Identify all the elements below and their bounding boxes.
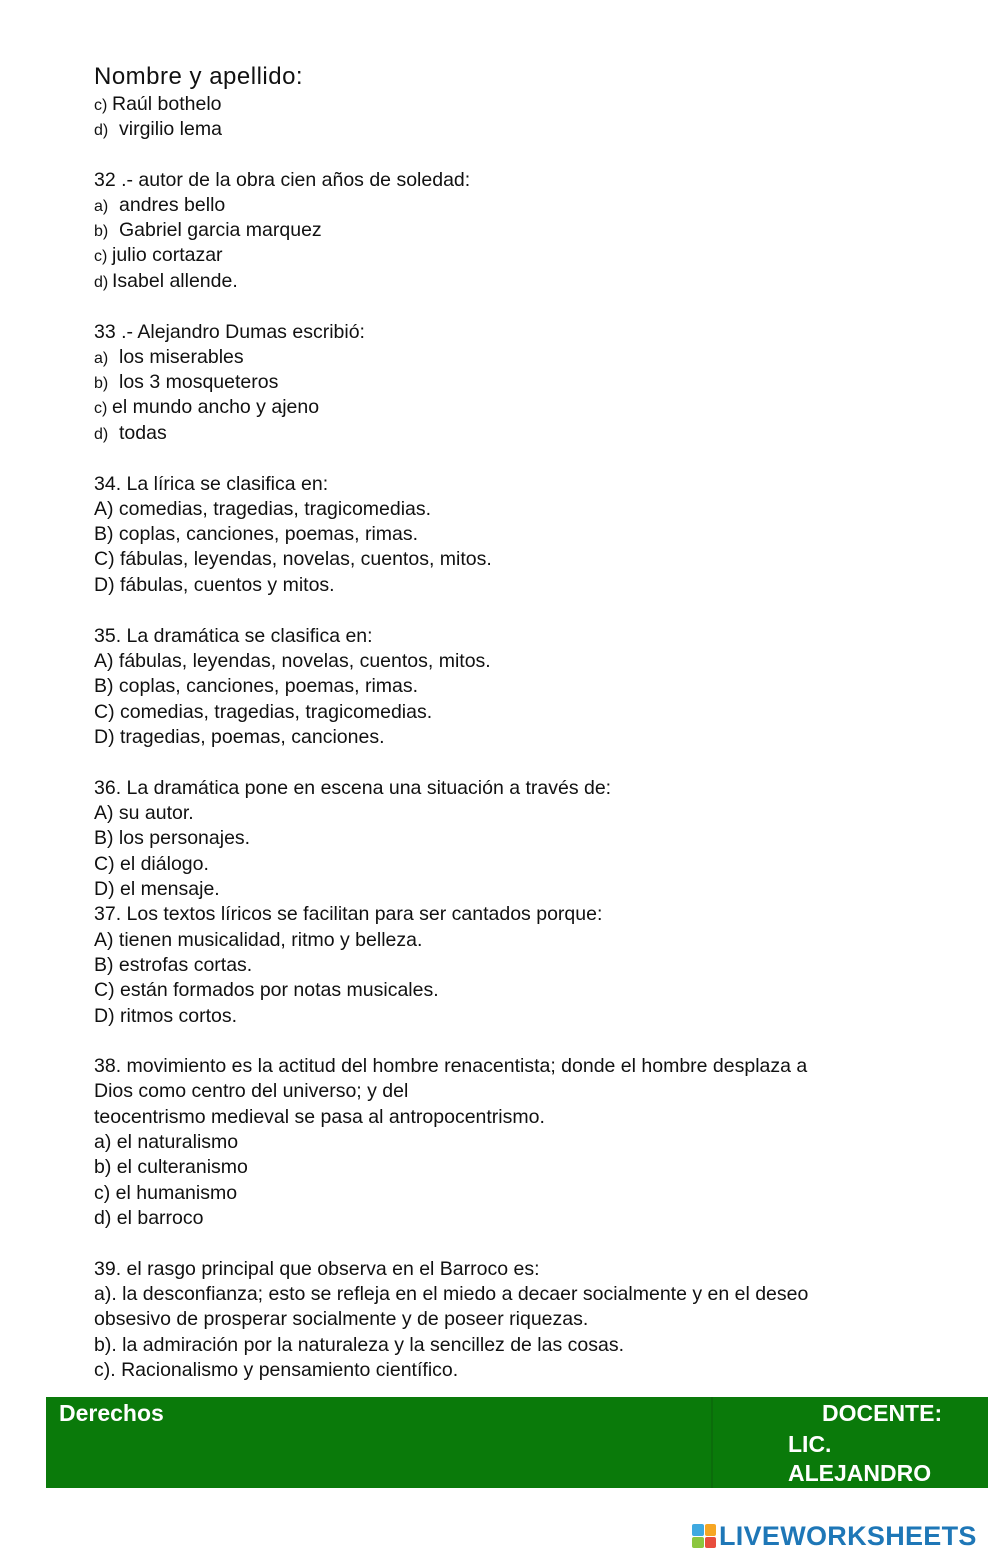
footer-divider: [711, 1397, 713, 1488]
footer-banner: [46, 1397, 988, 1488]
question-34: 34. La lírica se clasifica en:: [94, 473, 329, 495]
option-d: d) virgilio lema: [94, 118, 222, 140]
footer-docente: DOCENTE:: [822, 1400, 943, 1426]
option-a: a) los miserables: [94, 346, 244, 368]
question-32: 32 .- autor de la obra cien años de soledad:: [94, 169, 471, 191]
option-c: C) fábulas, leyendas, novelas, cuentos, mitos.: [94, 548, 492, 570]
option-b: b). la admiración por la naturaleza y la sencillez de las cosas.: [94, 1334, 625, 1356]
question-38-line-2: Dios como centro del universo; y del: [94, 1080, 409, 1102]
option-b: B) estrofas cortas.: [94, 954, 253, 976]
option-b: b) el culteranismo: [94, 1156, 248, 1178]
question-36: 36. La dramática pone en escena una situación a través de:: [94, 777, 612, 799]
option-a: a) andres bello: [94, 194, 226, 216]
option-d: D) fábulas, cuentos y mitos.: [94, 574, 335, 596]
option-a: A) su autor.: [94, 802, 194, 824]
option-d: d) el barroco: [94, 1207, 204, 1229]
footer-teacher-name: ALEJANDRO: [788, 1460, 932, 1486]
option-d: d) Isabel allende.: [94, 270, 238, 292]
option-d: D) el mensaje.: [94, 878, 220, 900]
option-c: C) el diálogo.: [94, 853, 209, 875]
question-38-line-1: 38. movimiento es la actitud del hombre renacentista; donde el hombre desplaza a: [94, 1055, 808, 1077]
option-d: d) todas: [94, 422, 167, 444]
question-38-line-3: teocentrismo medieval se pasa al antropocentrismo.: [94, 1106, 545, 1128]
option-a: a) el naturalismo: [94, 1131, 239, 1153]
option-c: c) Raúl bothelo: [94, 93, 222, 115]
option-c: c) julio cortazar: [94, 244, 223, 266]
liveworksheets-logo-icon: [692, 1524, 716, 1548]
option-b: b) Gabriel garcia marquez: [94, 219, 322, 241]
question-33: 33 .- Alejandro Dumas escribió:: [94, 321, 365, 343]
question-35: 35. La dramática se clasifica en:: [94, 625, 373, 647]
liveworksheets-logo[interactable]: [692, 1520, 977, 1552]
footer-rights: Derechos: [59, 1400, 164, 1426]
question-39: 39. el rasgo principal que observa en el Barroco es:: [94, 1258, 540, 1280]
option-a: A) comedias, tragedias, tragicomedias.: [94, 498, 432, 520]
question-37: 37. Los textos líricos se facilitan para ser cantados porque:: [94, 903, 603, 925]
option-a: A) fábulas, leyendas, novelas, cuentos, mitos.: [94, 650, 491, 672]
option-a-line-1: a). la desconfianza; esto se refleja en el miedo a decaer socialmente y en el deseo: [94, 1283, 809, 1305]
liveworksheets-text: LIVEWORKSHEETS: [719, 1520, 977, 1551]
footer-lic: LIC.: [788, 1431, 832, 1457]
option-c: c). Racionalismo y pensamiento científico.: [94, 1359, 459, 1381]
option-d: D) ritmos cortos.: [94, 1005, 238, 1027]
option-b: B) coplas, canciones, poemas, rimas.: [94, 523, 419, 545]
name-surname-label: Nombre y apellido:: [94, 63, 304, 90]
option-b: B) los personajes.: [94, 827, 251, 849]
option-d: D) tragedias, poemas, canciones.: [94, 726, 385, 748]
option-a: A) tienen musicalidad, ritmo y belleza.: [94, 929, 423, 951]
option-b: B) coplas, canciones, poemas, rimas.: [94, 675, 419, 697]
option-c: c) el mundo ancho y ajeno: [94, 396, 320, 418]
option-c: C) están formados por notas musicales.: [94, 979, 439, 1001]
option-b: b) los 3 mosqueteros: [94, 371, 279, 393]
option-c: C) comedias, tragedias, tragicomedias.: [94, 701, 433, 723]
option-c: c) el humanismo: [94, 1182, 238, 1204]
option-a-line-2: obsesivo de prosperar socialmente y de poseer riquezas.: [94, 1308, 589, 1330]
